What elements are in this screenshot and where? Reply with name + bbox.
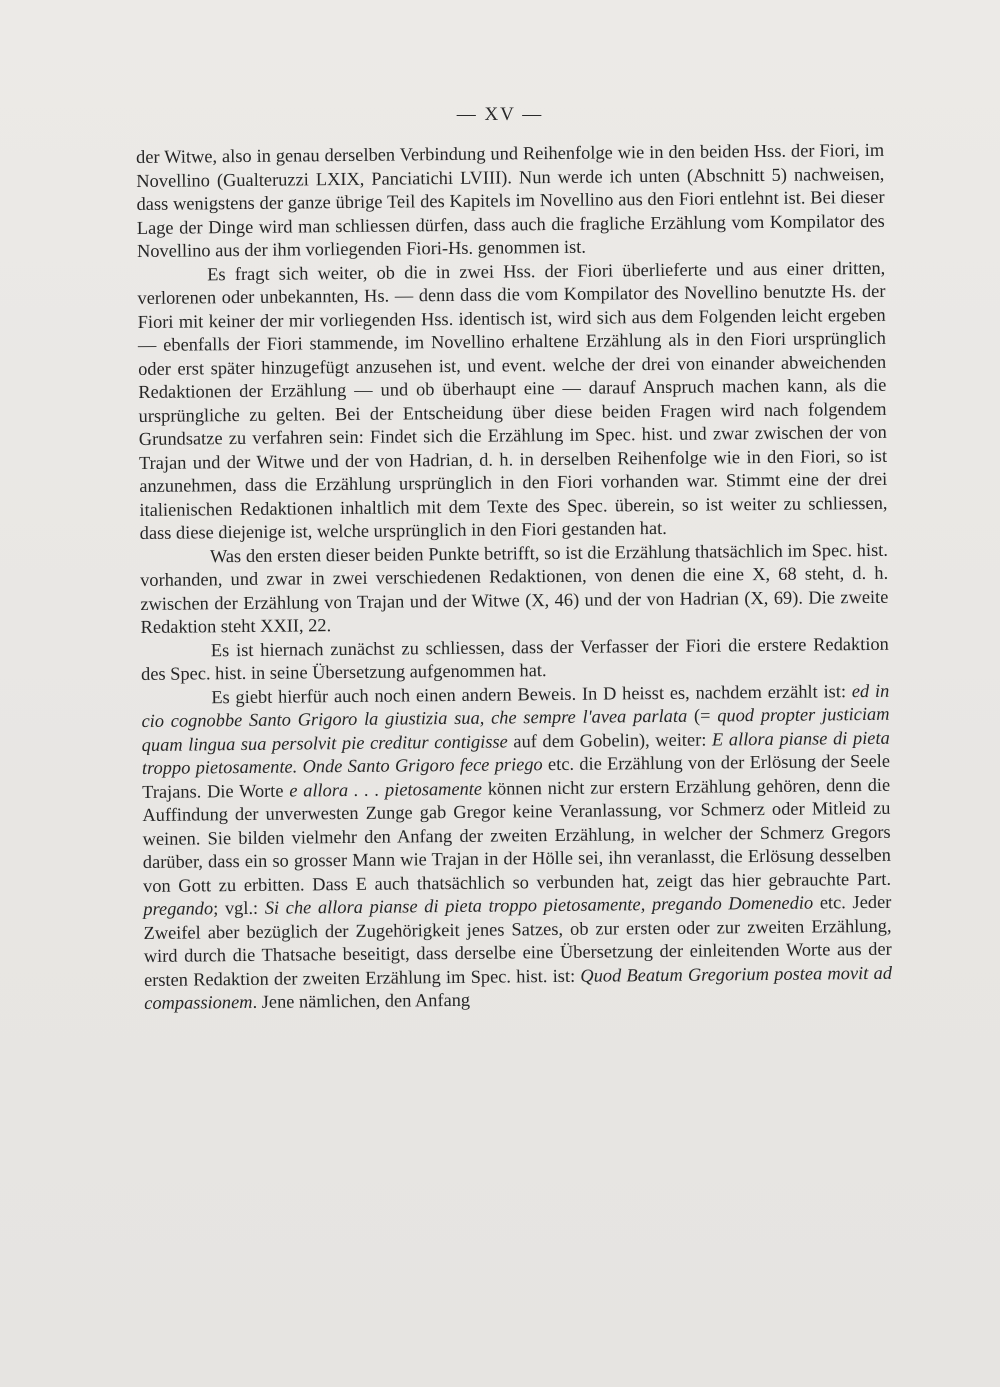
text-run: Es fragt sich weiter, ob die in zwei Hss. der Fiori überlieferte und aus einer dritten, verlorenen oder unbekannten, Hs. — denn dass die vom Kompilator des Novellino benutzte Hs. der Fiori mit keiner der mir vorliegenden Hss. identisch ist, wird sich aus dem Folgenden leicht ergeben — ebenfalls der Fiori stammende, im Novellino erhaltene Erzählung als in den Fiori ursprünglich oder erst später hinzugefügt anzusehen ist, und event. welche der drei von einander abweichenden Redaktionen der Erzählung — und ob überhaupt eine — darauf Anspruch machen kann, als die ursprüngliche zu gelten. Bei der Entscheidung über diese beiden Fragen wird nach folgendem Grundsatze zu verfahren sein: Findet sich die Erzählung im Spec. hist. und zwar zwischen der von Trajan und der Witwe und der von Hadrian, d. h. in derselben Reihenfolge wie in den Fiori, so ist anzunehmen, dass die Erzählung ursprünglich in den Fiori vorhanden war. Stimmt eine der drei italienischen Redaktionen inhaltlich mit dem Texte des Spec. überein, so ist weiter zu schliessen, dass diese diejenige ist, welche ursprünglich in den Fiori gestanden hat. xyxy=(137,257,888,543)
italic-quotation: e allora . . . pietosamente xyxy=(289,778,483,801)
text-run: etc. die Erzählung von der Erlösung der Seele Trajans. Die Worte xyxy=(142,750,891,802)
text-run: ; vgl.: xyxy=(213,897,265,919)
text-run: . Jene nämlichen, den Anfang xyxy=(252,989,471,1012)
text-run: können nicht zur erstern Erzählung gehören, denn die Auffindung der unverwesten Zunge gab Gregor keine Veranlassung, vor Schmerz oder Mitleid zu weinen. Sie bilden vielmehr den Anfang der zweiten Erzählung, in welcher der Schmerz Gregors darüber, dass ein so grosser Mann wie Trajan in der Hölle sei, ihn veranlasst, die Erlösung desselben von Gott zu erbitten. Dass E auch thatsächlich so verbunden hat, zeigt das hier gebrauchte Part. xyxy=(142,774,892,896)
italic-quotation: E allora pianse di pieta troppo pietosamente. Onde Santo Grigoro fece priego xyxy=(141,727,890,778)
paragraph-p3 xyxy=(140,538,889,639)
italic-quotation: quod propter justiciam quam lingua sua persolvit pie creditur contigisse xyxy=(141,703,890,755)
text-run: der Witwe, also in genau derselben Verbindung und Reihenfolge wie in den beiden Hss. der Fiori, im Novellino (Gualteruzzi LXIX, Panciatichi LVIII). Nun werde ich unten (Abschnitt 5) nachweisen, dass wenigstens der ganze übrige Teil des Kapitels im Novellino aus den Fiori entlehnt ist. Bei dieser Lage der Dinge wird man schliessen dürfen, dass auch die fragliche Erzählung vom Kompilator des Novellino aus der ihm vorliegenden Fiori-Hs. genommen ist. xyxy=(136,139,885,261)
text-run: etc. Jeder Zweifel aber bezüglich der Zugehörigkeit jenes Satzes, ob zur ersten oder zur zweiten Erzählung, wird durch die Thatsache beseitigt, dass derselbe eine Übersetzung der einleitenden Worte aus der ersten Redaktion der zweiten Erzählung im Spec. hist. ist: xyxy=(143,891,892,990)
italic-quotation: pregando xyxy=(143,898,214,919)
paragraph-p5 xyxy=(141,679,892,1015)
paragraph-p1 xyxy=(136,139,885,264)
italic-quotation: Quod Beatum Gregorium postea movit ad compassionem xyxy=(144,962,893,1013)
paragraph-p4 xyxy=(141,632,889,686)
text-run: auf dem Gobelin), weiter: xyxy=(507,728,713,751)
text-run: (= xyxy=(687,705,718,726)
text-run: Es giebt hierfür auch noch einen andern Beweis. In D heisst es, nachdem erzählt ist: xyxy=(211,680,852,707)
paragraph-p2 xyxy=(137,256,888,545)
italic-quotation: ed in cio cognobbe Santo Grigoro la giustizia sua, che sempre l'avea parlata xyxy=(141,680,890,731)
text-run: Es ist hiernach zunächst zu schliessen, dass der Verfasser der Fiori die erstere Redaktion des Spec. hist. in seine Übersetzung aufgenommen hat. xyxy=(140,633,889,684)
page-number: — XV — xyxy=(456,104,544,125)
body-text xyxy=(136,139,892,1016)
italic-quotation: Si che allora pianse di pieta troppo pietosamente, pregando Domenedio xyxy=(264,892,814,918)
text-run: Was den ersten dieser beiden Punkte betrifft, so ist die Erzählung thatsächlich im Spec. hist. vorhanden, und zwar in zwei verschiedenen Redaktionen, von denen die eine X, 68 steht, d. h. zwischen der Erzählung von Trajan und der Witwe (X, 46) und der von Hadrian (X, 69). Die zweite Redaktion steht XXII, 22. xyxy=(140,539,889,637)
